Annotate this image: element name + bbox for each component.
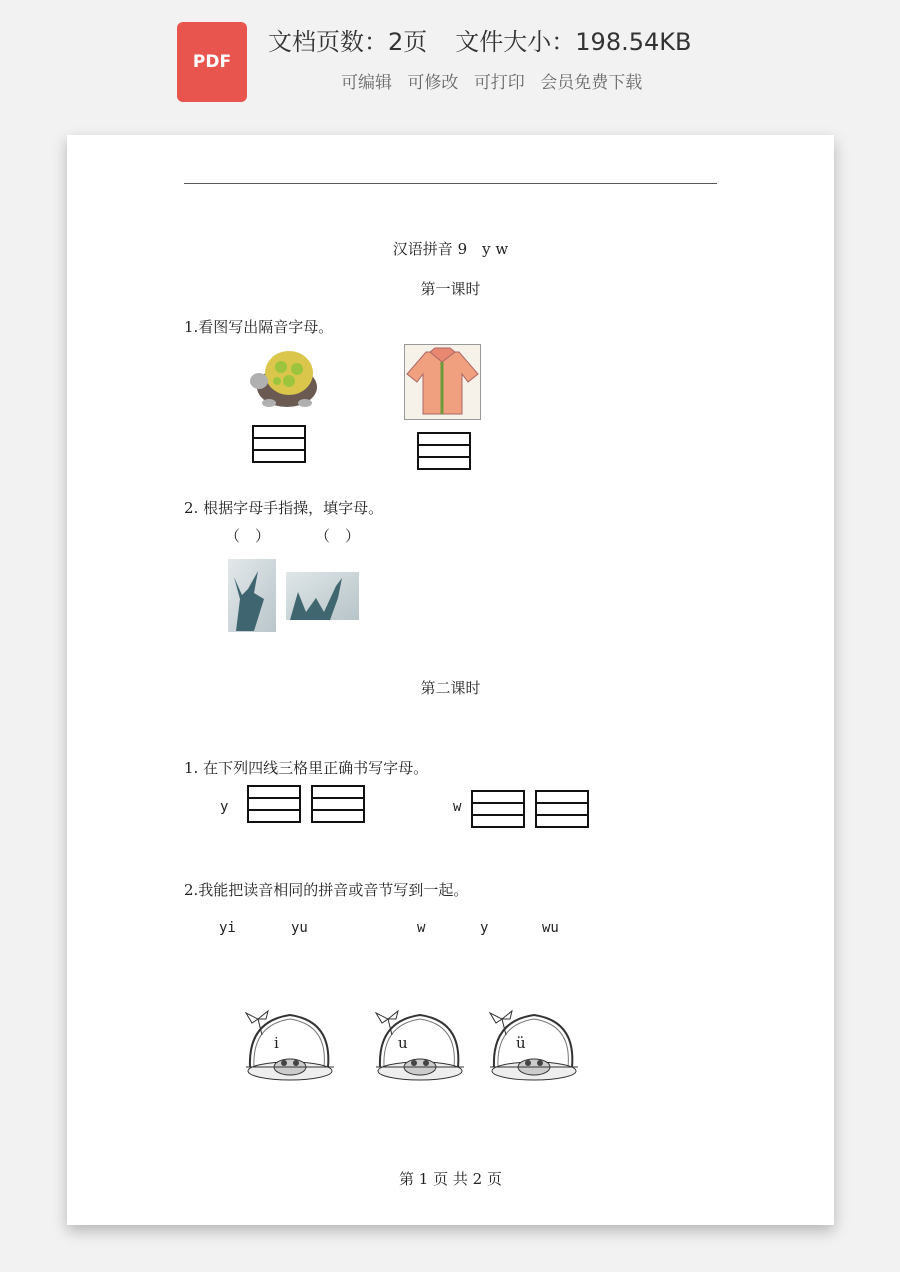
lesson-two-heading: 第二课时 xyxy=(420,679,481,697)
basket-letter-i: i xyxy=(274,1034,279,1052)
writing-grid-y-2[interactable] xyxy=(311,785,365,823)
basket-illustration-1 xyxy=(240,1005,340,1087)
syllable-w: w xyxy=(417,920,426,936)
writing-grid-w-1[interactable] xyxy=(471,790,525,828)
question-1: 1.看图写出隔音字母。 xyxy=(184,318,334,336)
syllable-y: y xyxy=(480,920,489,936)
syllable-wu: wu xyxy=(542,920,559,936)
letter-label-w: w xyxy=(453,799,462,815)
writing-grid-turtle[interactable] xyxy=(252,425,306,463)
answer-blank-1[interactable]: （ ） xyxy=(225,527,271,545)
writing-grid-w-2[interactable] xyxy=(535,790,589,828)
page-footer: 第 1 页 共 2 页 xyxy=(399,1170,502,1188)
syllable-yi: yi xyxy=(219,920,236,936)
file-size: 文件大小：198.54KB xyxy=(455,28,692,56)
file-info-title xyxy=(268,22,691,57)
action-editable: 可编辑 xyxy=(341,73,392,93)
hand-gesture-photo-1 xyxy=(228,559,276,632)
answer-blank-2[interactable]: （ ） xyxy=(315,527,361,545)
turtle-illustration xyxy=(247,347,322,413)
question-4: 2.我能把读音相同的拼音或音节写到一起。 xyxy=(184,881,469,899)
writing-grid-shirt[interactable] xyxy=(417,432,471,470)
action-member-download: 会员免费下载 xyxy=(540,73,643,93)
question-3: 1. 在下列四线三格里正确书写字母。 xyxy=(184,759,429,777)
file-actions xyxy=(341,68,652,93)
pdf-badge-label: PDF xyxy=(192,52,232,72)
lesson-one-heading: 第一课时 xyxy=(420,280,481,298)
document-page xyxy=(67,135,834,1225)
basket-illustration-2 xyxy=(370,1005,470,1087)
action-modifiable: 可修改 xyxy=(407,73,459,93)
basket-illustration-3 xyxy=(484,1005,584,1087)
writing-grid-y-1[interactable] xyxy=(247,785,301,823)
action-printable: 可打印 xyxy=(473,73,525,93)
doc-title: 汉语拼音 9 y w xyxy=(392,240,509,258)
question-2: 2. 根据字母手指操，填字母。 xyxy=(184,499,384,517)
shirt-illustration xyxy=(404,344,481,420)
header-rule xyxy=(184,183,717,184)
hand-gesture-photo-2 xyxy=(286,572,359,620)
basket-letter-u: u xyxy=(398,1034,408,1052)
syllable-yu: yu xyxy=(291,920,308,936)
page-count: 文档页数：2页 xyxy=(268,28,428,56)
basket-letter-u-umlaut: ü xyxy=(516,1034,526,1052)
letter-label-y: y xyxy=(220,799,229,815)
pdf-file-icon xyxy=(177,22,247,102)
